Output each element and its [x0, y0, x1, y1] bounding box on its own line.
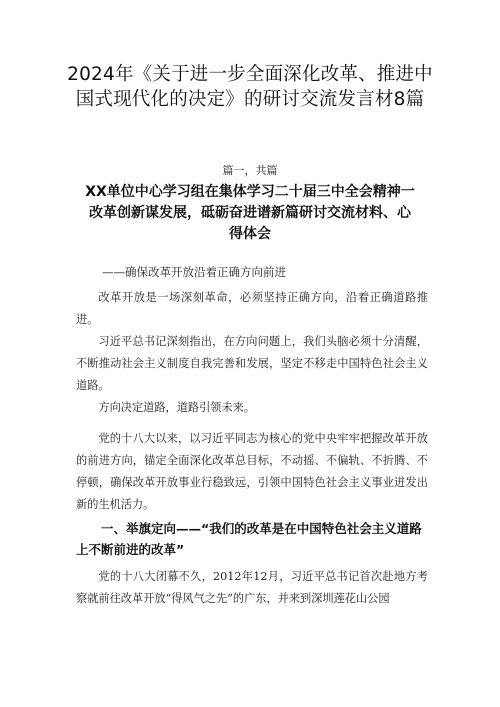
article-subtitle: ——确保改革开放沿着正确方向前进: [102, 265, 286, 279]
part-label: 篇一，共篇: [222, 164, 278, 177]
section-heading-1: 一、举旗定向——“我们的改革是在中国特色社会主义道路上不断前进的改革”: [76, 521, 422, 557]
paragraph-5: 党的十八大闭幕不久，2012年12月，习近平总书记首次赴地方考察就前往改革开放“得风气之先”的广东，并来到深圳莲花山公园: [76, 570, 428, 605]
article-title: XX单位中心学习组在集体学习二十届三中全会精神一改革创新谋发展，砥砺奋进谱新篇研讨交流材料、心得体会: [85, 184, 415, 242]
paragraph-3: 方向决定道路，道路引领未来。: [98, 401, 256, 414]
document-title: 2024年《关于进一步全面深化改革、推进中国式现代化的决定》的研讨交流发言材8篇: [67, 64, 433, 110]
paragraph-1: 改革开放是一场深刻革命，必须坚持正确方向，沿着正确道路推进。: [76, 291, 428, 326]
paragraph-4: 党的十八大以来，以习近平同志为核心的党中央牢牢把握改革开放的前进方向，锚定全面深化改革总目标，不动摇、不偏轨、不折腾、不停顿，确保改革开放事业行稳致远，引领中国特色社会主义事业迸发出新的生机活力。: [76, 432, 428, 511]
paragraph-2: 习近平总书记深刻指出，在方向问题上，我们头脑必须十分清醒，不断推动社会主义制度自我完善和发展，坚定不移走中国特色社会主义道路。: [76, 335, 428, 392]
